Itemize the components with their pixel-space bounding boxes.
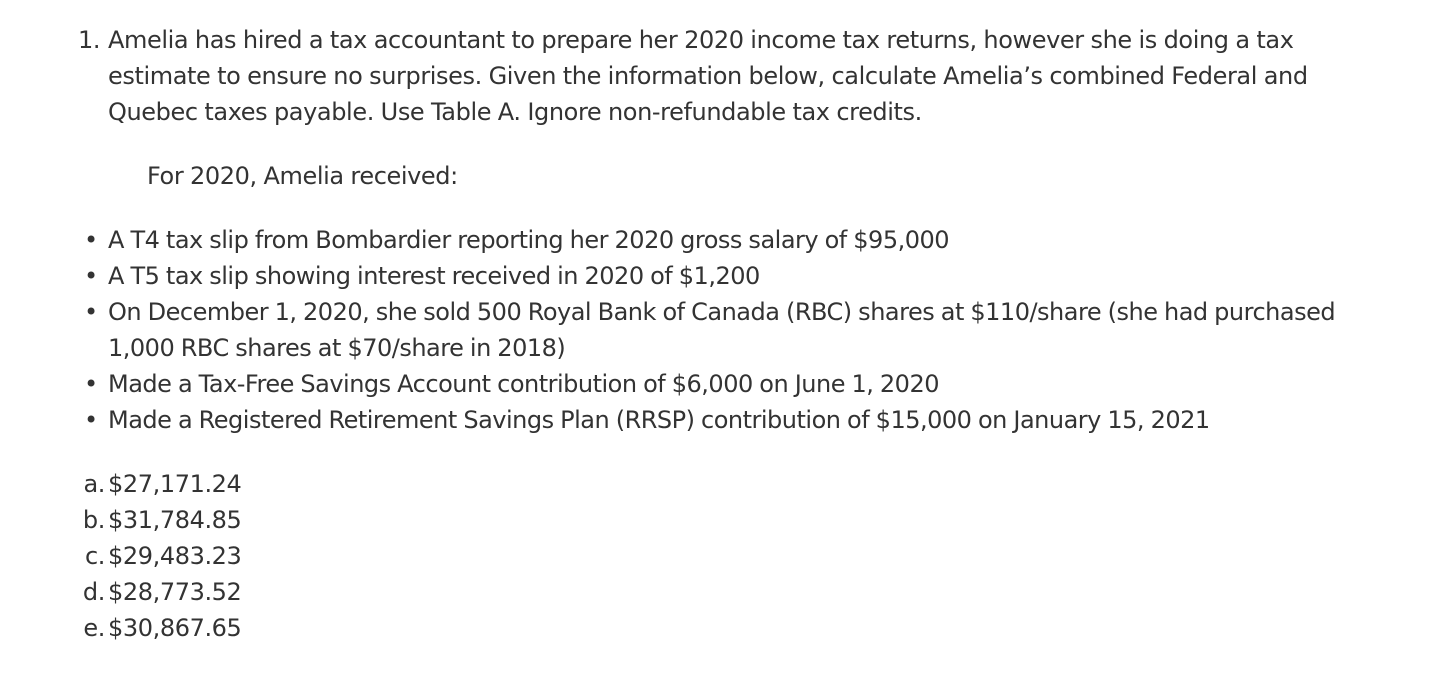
bullet-icon: • xyxy=(84,370,98,398)
fact-text: On December 1, 2020, she sold 500 Royal Bank of Canada (RBC) shares at $110/share (she had purchased 1,000 RBC shares at $70/share in 2018) xyxy=(108,298,1336,362)
fact-item xyxy=(84,402,1424,438)
question-stem xyxy=(78,22,1408,130)
option-value: $30,867.65 xyxy=(108,614,242,642)
answer-options xyxy=(72,466,241,646)
fact-text: Made a Tax-Free Savings Account contribution of $6,000 on June 1, 2020 xyxy=(108,370,939,398)
facts-list xyxy=(84,222,1424,438)
answer-option-a[interactable] xyxy=(72,466,241,502)
answer-option-e[interactable] xyxy=(72,610,241,646)
fact-item xyxy=(84,258,1424,294)
option-letter: b. xyxy=(82,506,105,534)
answer-option-d[interactable] xyxy=(72,574,241,610)
question-number: 1. xyxy=(78,26,101,54)
fact-item xyxy=(84,294,1424,366)
bullet-icon: • xyxy=(84,226,98,254)
fact-text: A T4 tax slip from Bombardier reporting her 2020 gross salary of $95,000 xyxy=(108,226,950,254)
option-value: $28,773.52 xyxy=(108,578,242,606)
question-text: Amelia has hired a tax accountant to prepare her 2020 income tax returns, however she is doing a tax estimate to ensure no surprises. Given the information below, calculate Amelia’s combined Federal and Quebec taxes payable. Use Table A. Ignore non-refundable tax credits. xyxy=(108,26,1308,126)
bullet-icon: • xyxy=(84,298,98,326)
fact-item xyxy=(84,222,1424,258)
option-letter: e. xyxy=(83,614,105,642)
option-letter: a. xyxy=(83,470,105,498)
answer-option-b[interactable] xyxy=(72,502,241,538)
fact-text: A T5 tax slip showing interest received in 2020 of $1,200 xyxy=(108,262,760,290)
option-value: $31,784.85 xyxy=(108,506,242,534)
option-letter: c. xyxy=(84,542,105,570)
option-value: $29,483.23 xyxy=(108,542,242,570)
fact-item xyxy=(84,366,1424,402)
answer-option-c[interactable] xyxy=(72,538,241,574)
fact-text: Made a Registered Retirement Savings Plan (RRSP) contribution of $15,000 on January 15, 2021 xyxy=(108,406,1210,434)
bullet-icon: • xyxy=(84,262,98,290)
option-letter: d. xyxy=(82,578,105,606)
option-value: $27,171.24 xyxy=(108,470,242,498)
bullet-icon: • xyxy=(84,406,98,434)
facts-intro: For 2020, Amelia received: xyxy=(147,162,458,190)
